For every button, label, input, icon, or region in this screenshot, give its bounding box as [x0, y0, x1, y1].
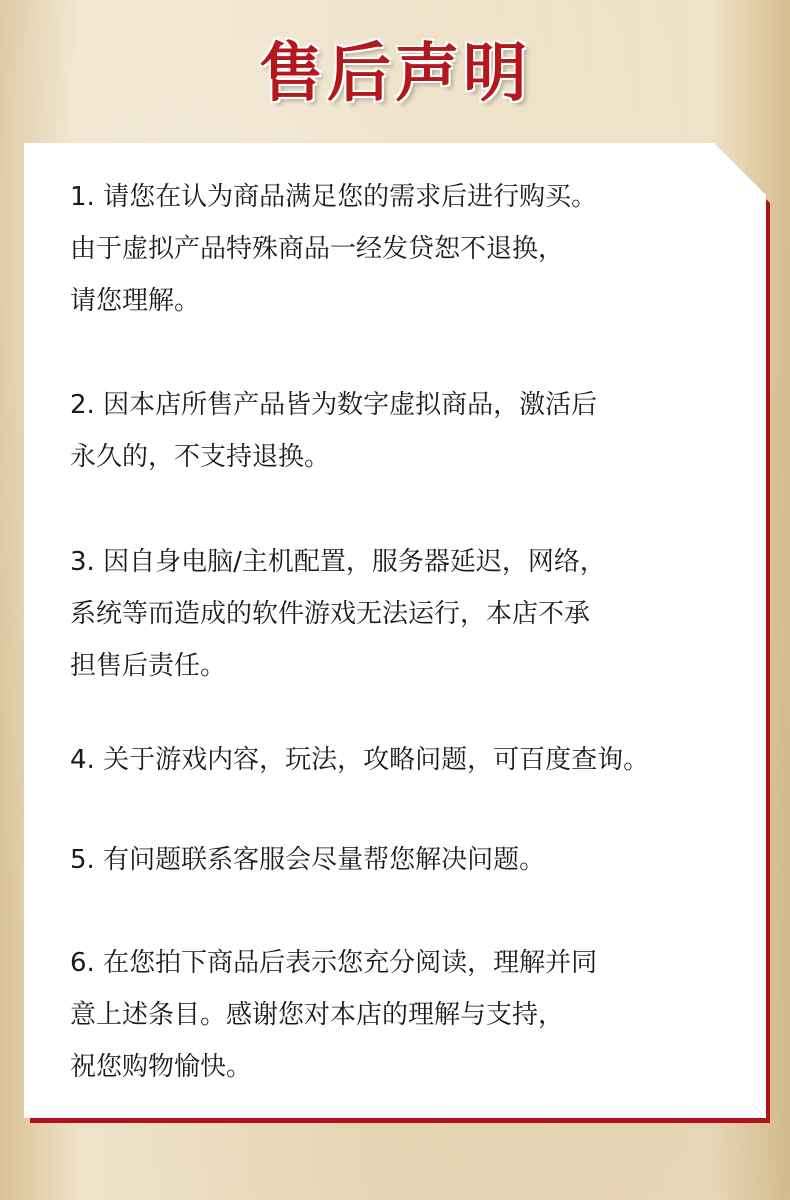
notice-item-3: 3. 因自身电脑/主机配置，服务器延迟，网络， 系统等而造成的软件游戏无法运行，本店不承 担售后责任。 — [70, 547, 606, 681]
notice-item-6: 6. 在您拍下商品后表示您充分阅读，理解并同 意上述条目。感谢您对本店的理解与支持， 祝您购物愉快。 — [70, 948, 598, 1082]
notice-item-4: 4. 关于游戏内容，玩法，攻略问题，可百度查询。 — [70, 745, 650, 775]
page-title: 售后声明 — [259, 36, 531, 111]
notice-item-5: 5. 有问题联系客服会尽量帮您解决问题。 — [70, 845, 546, 875]
notice-item-1: 1. 请您在认为商品满足您的需求后进行购买。 由于虚拟产品特殊商品一经发贷恕不退换， 请您理解。 — [70, 182, 598, 316]
notice-item-2: 2. 因本店所售产品皆为数字虚拟商品，激活后 永久的，不支持退换。 — [70, 390, 598, 472]
